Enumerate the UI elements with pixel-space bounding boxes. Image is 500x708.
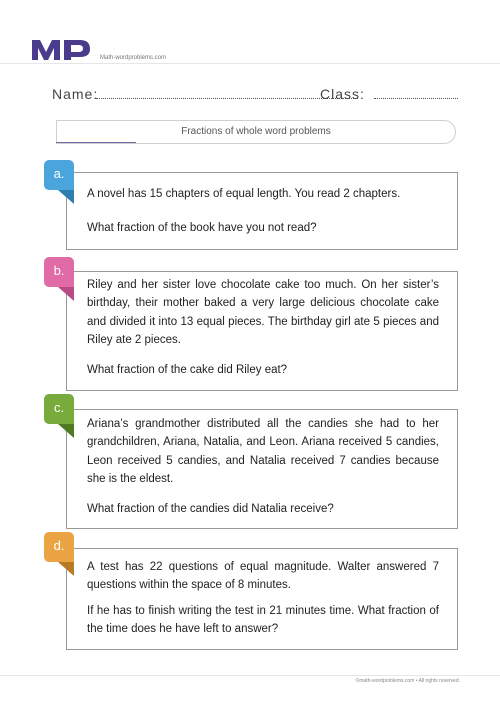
class-field-line[interactable] xyxy=(374,98,458,99)
question-c-line-2: What fraction of the candies did Natalia receive? xyxy=(87,503,334,515)
question-box-d xyxy=(66,548,458,650)
question-label-c: c. xyxy=(44,394,74,424)
worksheet-title: Fractions of whole word problems xyxy=(56,120,456,144)
footer-copyright: ©math-wordproblems.com • All rights reserved. xyxy=(355,678,460,684)
question-b-line-1: Riley and her sister love chocolate cake too much. On her sister’s birthday, their mother baked a very large delicious chocolate cake and divided it into 13 equal pieces. The birthday girl ate 5 pieces and Riley ate 2 pieces. xyxy=(87,279,439,347)
question-box-a xyxy=(66,172,458,250)
question-a-line-2: What fraction of the book have you not read? xyxy=(87,222,317,234)
tab-fold-a xyxy=(58,190,74,204)
footer-divider xyxy=(0,675,500,676)
logo-site-text: Math-wordproblems.com xyxy=(100,55,167,61)
name-field-line[interactable] xyxy=(96,98,358,99)
question-box-b xyxy=(66,271,458,391)
mp-logo-icon xyxy=(30,36,110,62)
title-accent-line xyxy=(56,142,136,143)
question-label-a: a. xyxy=(44,160,74,190)
header-divider xyxy=(0,63,500,64)
question-a-line-1: A novel has 15 chapters of equal length. You read 2 chapters. xyxy=(87,188,401,200)
tab-fold-d xyxy=(58,562,74,576)
question-label-d: d. xyxy=(44,532,74,562)
question-b-line-2: What fraction of the cake did Riley eat? xyxy=(87,364,288,376)
question-c-line-1: Ariana’s grandmother distributed all the candies she had to her grandchildren, Ariana, Natalia, and Leon. Ariana received 5 candies, Leon received 5 candies, and Natalia received 7 candies because she is the eldest. xyxy=(87,418,439,486)
name-class-row xyxy=(52,86,462,106)
question-box-c xyxy=(66,409,458,529)
name-label: Name: xyxy=(52,86,99,102)
class-label: Class: xyxy=(320,86,365,102)
tab-fold-b xyxy=(58,287,74,301)
question-d-line-1: A test has 22 questions of equal magnitude. Walter answered 7 questions within the space of 8 minutes. xyxy=(87,561,439,592)
tab-fold-c xyxy=(58,424,74,438)
question-d-line-2: If he has to finish writing the test in 21 minutes time. What fraction of the time does he have left to answer? xyxy=(87,605,439,636)
question-label-b: b. xyxy=(44,257,74,287)
